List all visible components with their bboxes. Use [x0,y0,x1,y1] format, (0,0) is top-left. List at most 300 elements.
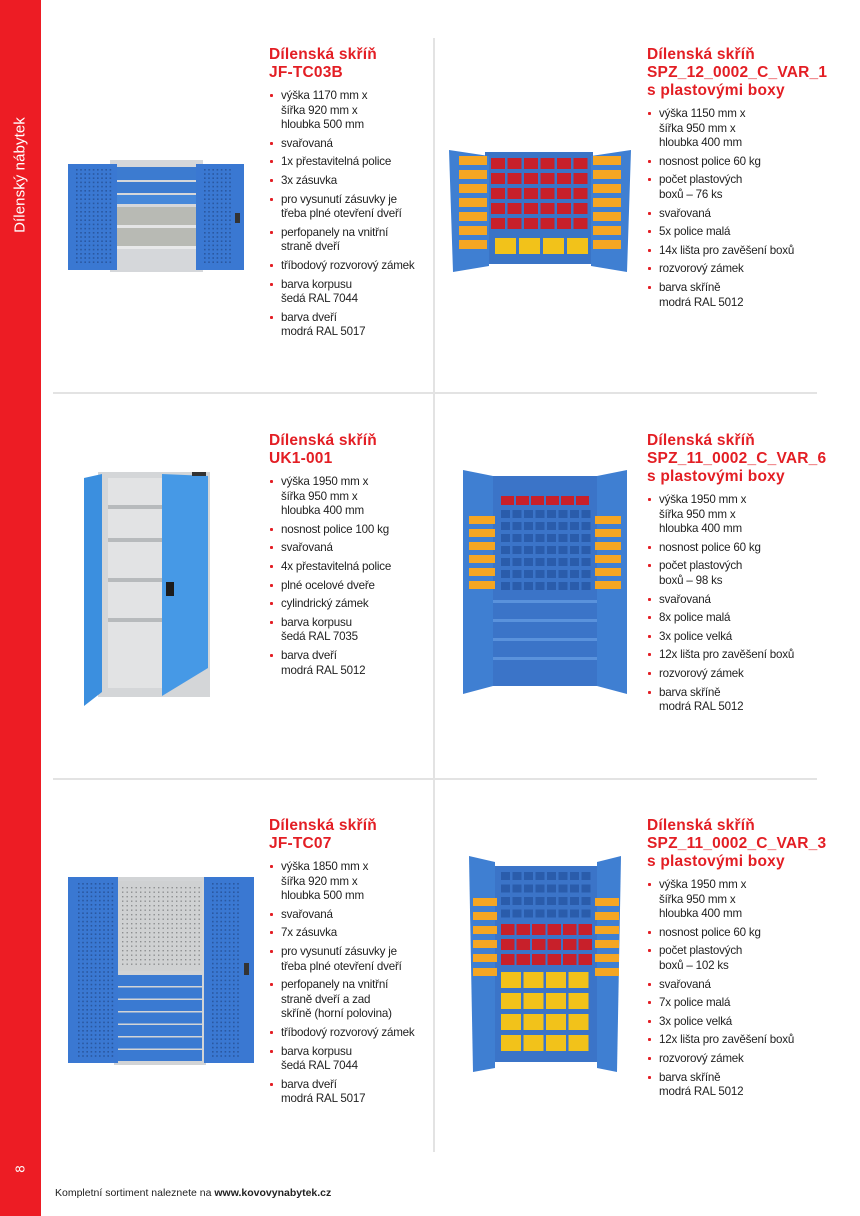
perforation-hole [86,967,88,969]
perforation-hole [225,1017,227,1019]
spec-text: barva skříně [659,685,721,699]
spec-list [269,860,429,1107]
perforation-hole [107,933,109,935]
perforation-hole [172,901,173,902]
perforation-hole [225,1013,227,1015]
perforation-hole [93,207,95,209]
perforation-hole [185,932,186,933]
perforation-hole [131,932,132,933]
perforation-hole [233,1030,235,1032]
product-title [647,46,827,100]
perforation-hole [149,955,150,956]
perforation-hole [105,177,107,179]
perforation-hole [86,1001,88,1003]
perforation-hole [208,253,210,255]
perforation-hole [220,933,222,935]
drawer [118,1050,202,1061]
perforation-hole [149,937,150,938]
perforation-hole [204,177,206,179]
perforation-hole [163,946,164,947]
perforation-hole [136,946,137,947]
perforation-hole [229,988,231,990]
spec-text: nosnost police 60 kg [659,540,761,554]
perforation-hole [233,980,235,982]
perforation-hole [107,1001,109,1003]
perforation-hole [105,169,107,171]
perforation-hole [149,946,150,947]
spec-text: šířka 950 mm x [659,121,736,135]
perforation-hole [190,892,191,893]
perforation-hole [237,1005,239,1007]
spec-text: boxů – 76 ks [659,187,723,201]
spec-item [647,686,827,715]
perforation-hole [212,224,214,226]
perforation-hole [217,249,219,251]
perforation-hole [181,919,182,920]
perforation-hole [131,941,132,942]
perforation-hole [145,964,146,965]
perforation-hole [233,963,235,965]
perforation-hole [97,236,99,238]
perforation-hole [225,904,227,906]
perforation-hole [95,1009,97,1011]
perforation-hole [95,912,97,914]
perforation-hole [105,190,107,192]
perforation-hole [122,964,123,965]
perforation-hole [76,219,78,221]
perforation-hole [229,207,231,209]
perforation-hole [110,203,112,205]
plastic-bin [570,872,579,880]
perforation-hole [101,207,103,209]
perforation-hole [110,198,112,200]
perforation-hole [233,1009,235,1011]
spec-item [269,649,429,678]
perforation-hole [91,971,93,973]
perforation-hole [112,883,114,885]
perforation-hole [112,1005,114,1007]
perforation-hole [86,938,88,940]
perforation-hole [204,182,206,184]
perforation-hole [86,975,88,977]
perforation-hole [76,169,78,171]
perforation-hole [82,1005,84,1007]
perforation-hole [216,912,218,914]
perforation-hole [95,980,97,982]
perforation-hole [140,892,141,893]
perforation-hole [97,182,99,184]
spec-item [269,226,429,255]
perforation-hole [112,980,114,982]
perforation-hole [136,905,137,906]
perforation-hole [233,996,235,998]
perforation-hole [84,249,86,251]
perforation-hole [190,905,191,906]
plastic-bin [582,546,591,554]
perforation-hole [112,1055,114,1057]
perforation-hole [216,1022,218,1024]
perforation-hole [80,177,82,179]
perforation-hole [229,232,231,234]
perforation-hole [110,245,112,247]
spec-text: hloubka 400 mm [659,907,742,921]
plastic-bin [524,218,538,229]
perforation-hole [167,919,168,920]
perforation-hole [208,182,210,184]
plastic-bin [491,173,505,184]
perforation-hole [93,232,95,234]
perforation-hole [212,988,214,990]
perforation-hole [78,1013,80,1015]
perforation-hole [86,917,88,919]
perforation-hole [185,914,186,915]
perforation-hole [229,1055,231,1057]
perforation-hole [220,971,222,973]
perforation-hole [229,929,231,931]
perforation-hole [225,1034,227,1036]
plastic-bin [570,885,579,893]
perforation-hole [204,186,206,188]
perforation-hole [216,967,218,969]
plastic-bin [559,872,568,880]
perforation-hole [97,177,99,179]
perforation-hole [95,1001,97,1003]
perforation-hole [99,908,101,910]
plastic-bin [582,885,591,893]
perforation-hole [237,904,239,906]
perforation-hole [91,912,93,914]
perforation-hole [220,1005,222,1007]
perforation-hole [212,971,214,973]
perforation-hole [229,1051,231,1053]
product-title-line: s plastovými boxy [647,468,785,485]
perforation-hole [216,891,218,893]
perforation-hole [229,971,231,973]
perforation-hole [91,963,93,965]
perforation-hole [112,904,114,906]
plastic-bin [513,570,522,578]
perforation-hole [91,988,93,990]
spec-text: barva korpusu [281,277,352,291]
perforation-hole [99,1038,101,1040]
perforation-hole [204,173,206,175]
perforation-hole [204,249,206,251]
perforation-hole [127,955,128,956]
perforation-hole [229,186,231,188]
perforation-hole [110,253,112,255]
perforation-hole [78,1005,80,1007]
perforation-hole [237,942,239,944]
perforation-hole [78,1001,80,1003]
plastic-bin [524,558,533,566]
hanging-bin [459,198,487,207]
perforation-hole [181,950,182,951]
perforation-hole [233,929,235,931]
perforation-hole [91,984,93,986]
plastic-bin [582,522,591,530]
plastic-bin [567,238,588,254]
plastic-bin [524,1035,544,1051]
spec-text: perfopanely na vnitřní [281,225,389,239]
perforation-hole [220,963,222,965]
plastic-bin [524,993,544,1009]
plastic-bin [570,510,579,518]
perforation-hole [229,963,231,965]
plastic-bin [547,522,556,530]
plastic-bin [536,522,545,530]
perforation-hole [82,963,84,965]
plastic-bin [557,158,571,169]
perforation-hole [86,1034,88,1036]
perforation-hole [131,959,132,960]
plastic-bin [547,885,556,893]
perforation-hole [91,933,93,935]
perforation-hole [204,203,206,205]
hanging-bin [469,542,495,550]
spec-text: 3x police velká [659,1014,733,1028]
perforation-hole [103,1055,105,1057]
perforation-hole [76,240,78,242]
perforation-hole [154,946,155,947]
perforation-hole [93,198,95,200]
perforation-hole [217,177,219,179]
perforation-hole [95,1047,97,1049]
plastic-bin [570,534,579,542]
perforation-hole [149,928,150,929]
perforation-hole [140,959,141,960]
perforation-hole [225,971,227,973]
perforation-hole [220,980,222,982]
perforation-hole [127,919,128,920]
perforation-hole [110,177,112,179]
perforation-hole [84,236,86,238]
perforation-hole [154,896,155,897]
perforation-hole [110,215,112,217]
product-image-spz-11-var-6 [461,468,629,696]
perforation-hole [93,182,95,184]
shelf [493,600,597,603]
spec-item [647,262,827,277]
perforation-hole [103,950,105,952]
perforation-hole [212,1051,214,1053]
perforation-hole [204,194,206,196]
perforation-hole [172,923,173,924]
perforation-hole [101,232,103,234]
perforation-hole [95,1038,97,1040]
plastic-bin [546,1014,566,1030]
hanging-bin [593,184,621,193]
plastic-bin [563,939,577,950]
perforation-hole [229,1001,231,1003]
perforation-hole [237,992,239,994]
perforation-hole [229,211,231,213]
perforation-hole [172,932,173,933]
spec-item [647,1033,827,1048]
perforation-hole [229,1030,231,1032]
perforation-hole [229,236,231,238]
perforation-hole [82,908,84,910]
spec-text: nosnost police 60 kg [659,925,761,939]
perforation-hole [199,937,200,938]
product-title-line: Dílenská skříň [647,432,755,449]
perforation-hole [97,186,99,188]
perforation-hole [78,933,80,935]
plastic-bin [574,218,588,229]
perforation-hole [95,975,97,977]
perforation-hole [103,887,105,889]
drawer [118,1025,202,1036]
product-title [269,817,429,853]
perforation-hole [212,883,214,885]
perforation-hole [89,190,91,192]
perforation-hole [212,904,214,906]
perforation-hole [220,1038,222,1040]
plastic-bin [559,558,568,566]
perforation-hole [86,954,88,956]
spec-text: svařovaná [281,907,333,921]
perforation-hole [103,984,105,986]
perforation-hole [107,921,109,923]
perforation-hole [99,904,101,906]
perforation-hole [112,1022,114,1024]
perforation-hole [91,921,93,923]
perforation-hole [103,959,105,961]
perforation-hole [216,929,218,931]
perforation-hole [97,245,99,247]
perforation-hole [158,955,159,956]
perforation-hole [204,240,206,242]
perforation-hole [91,883,93,885]
perforation-hole [136,919,137,920]
perforation-hole [212,194,214,196]
perforation-hole [217,253,219,255]
perforation-hole [76,182,78,184]
perforation-hole [225,900,227,902]
plastic-bin [513,558,522,566]
perforation-hole [199,959,200,960]
hanging-bin [473,898,497,906]
perforation-hole [122,892,123,893]
perforation-hole [216,1038,218,1040]
spec-text: šířka 950 mm x [659,507,736,521]
perforation-hole [212,203,214,205]
perforation-hole [154,914,155,915]
perforation-hole [101,215,103,217]
perforation-hole [149,959,150,960]
plastic-bin [536,897,545,905]
spec-text: šířka 920 mm x [281,874,358,888]
perforation-hole [172,955,173,956]
perforation-hole [110,219,112,221]
spec-item [647,207,827,222]
perforation-hole [190,919,191,920]
perforation-hole [212,1038,214,1040]
perforation-hole [101,211,103,213]
perforation-hole [110,194,112,196]
perforation-hole [89,173,91,175]
spec-item [269,278,429,307]
perforation-hole [86,891,88,893]
perforation-hole [95,1043,97,1045]
perforation-hole [82,967,84,969]
perforation-hole [154,901,155,902]
spec-item [269,579,429,594]
perforation-hole [221,245,223,247]
footer-url-link[interactable]: www.kovovynabytek.cz [214,1187,332,1199]
plastic-bin [531,496,544,505]
perforation-hole [86,933,88,935]
perforation-hole [154,928,155,929]
perforation-hole [91,1001,93,1003]
perforation-hole [181,941,182,942]
perforation-hole [190,896,191,897]
plastic-bin [570,522,579,530]
perforation-hole [225,228,227,230]
perforation-hole [76,211,78,213]
perforation-hole [122,914,123,915]
perforation-hole [233,917,235,919]
perforation-hole [163,928,164,929]
perforation-hole [86,959,88,961]
perforation-hole [112,996,114,998]
perforation-hole [127,892,128,893]
perforation-hole [107,1038,109,1040]
spec-item [647,493,827,537]
spec-text: boxů – 102 ks [659,958,729,972]
perforation-hole [103,883,105,885]
perforation-hole [112,946,114,948]
perforation-hole [154,919,155,920]
spec-text: 12x lišta pro zavěšení boxů [659,648,795,662]
perforation-hole [86,1013,88,1015]
perforation-hole [99,963,101,965]
perforation-hole [91,1038,93,1040]
plastic-bin [501,872,510,880]
perforation-hole [131,919,132,920]
perforation-hole [99,996,101,998]
perforation-hole [199,932,200,933]
perforation-hole [91,938,93,940]
perforation-hole [95,883,97,885]
perforation-hole [82,1038,84,1040]
perforation-hole [233,988,235,990]
plastic-bin [524,188,538,199]
perforation-hole [86,1051,88,1053]
spec-text: plné ocelové dveře [281,578,375,592]
perforation-hole [122,896,123,897]
perforation-hole [78,1022,80,1024]
perforation-hole [107,971,109,973]
perforation-hole [225,988,227,990]
perforation-hole [82,883,84,885]
perforation-hole [82,1030,84,1032]
perforation-hole [212,1030,214,1032]
plastic-bin [582,534,591,542]
plastic-bin [501,993,521,1009]
perforation-hole [237,954,239,956]
perforation-hole [110,249,112,251]
perforation-hole [212,992,214,994]
perforation-hole [194,905,195,906]
perforation-hole [204,261,206,263]
perforation-hole [93,194,95,196]
perforation-hole [110,169,112,171]
perforation-hole [233,1005,235,1007]
perforation-hole [95,984,97,986]
plastic-bin [574,188,588,199]
perforation-hole [86,887,88,889]
perforation-hole [91,896,93,898]
